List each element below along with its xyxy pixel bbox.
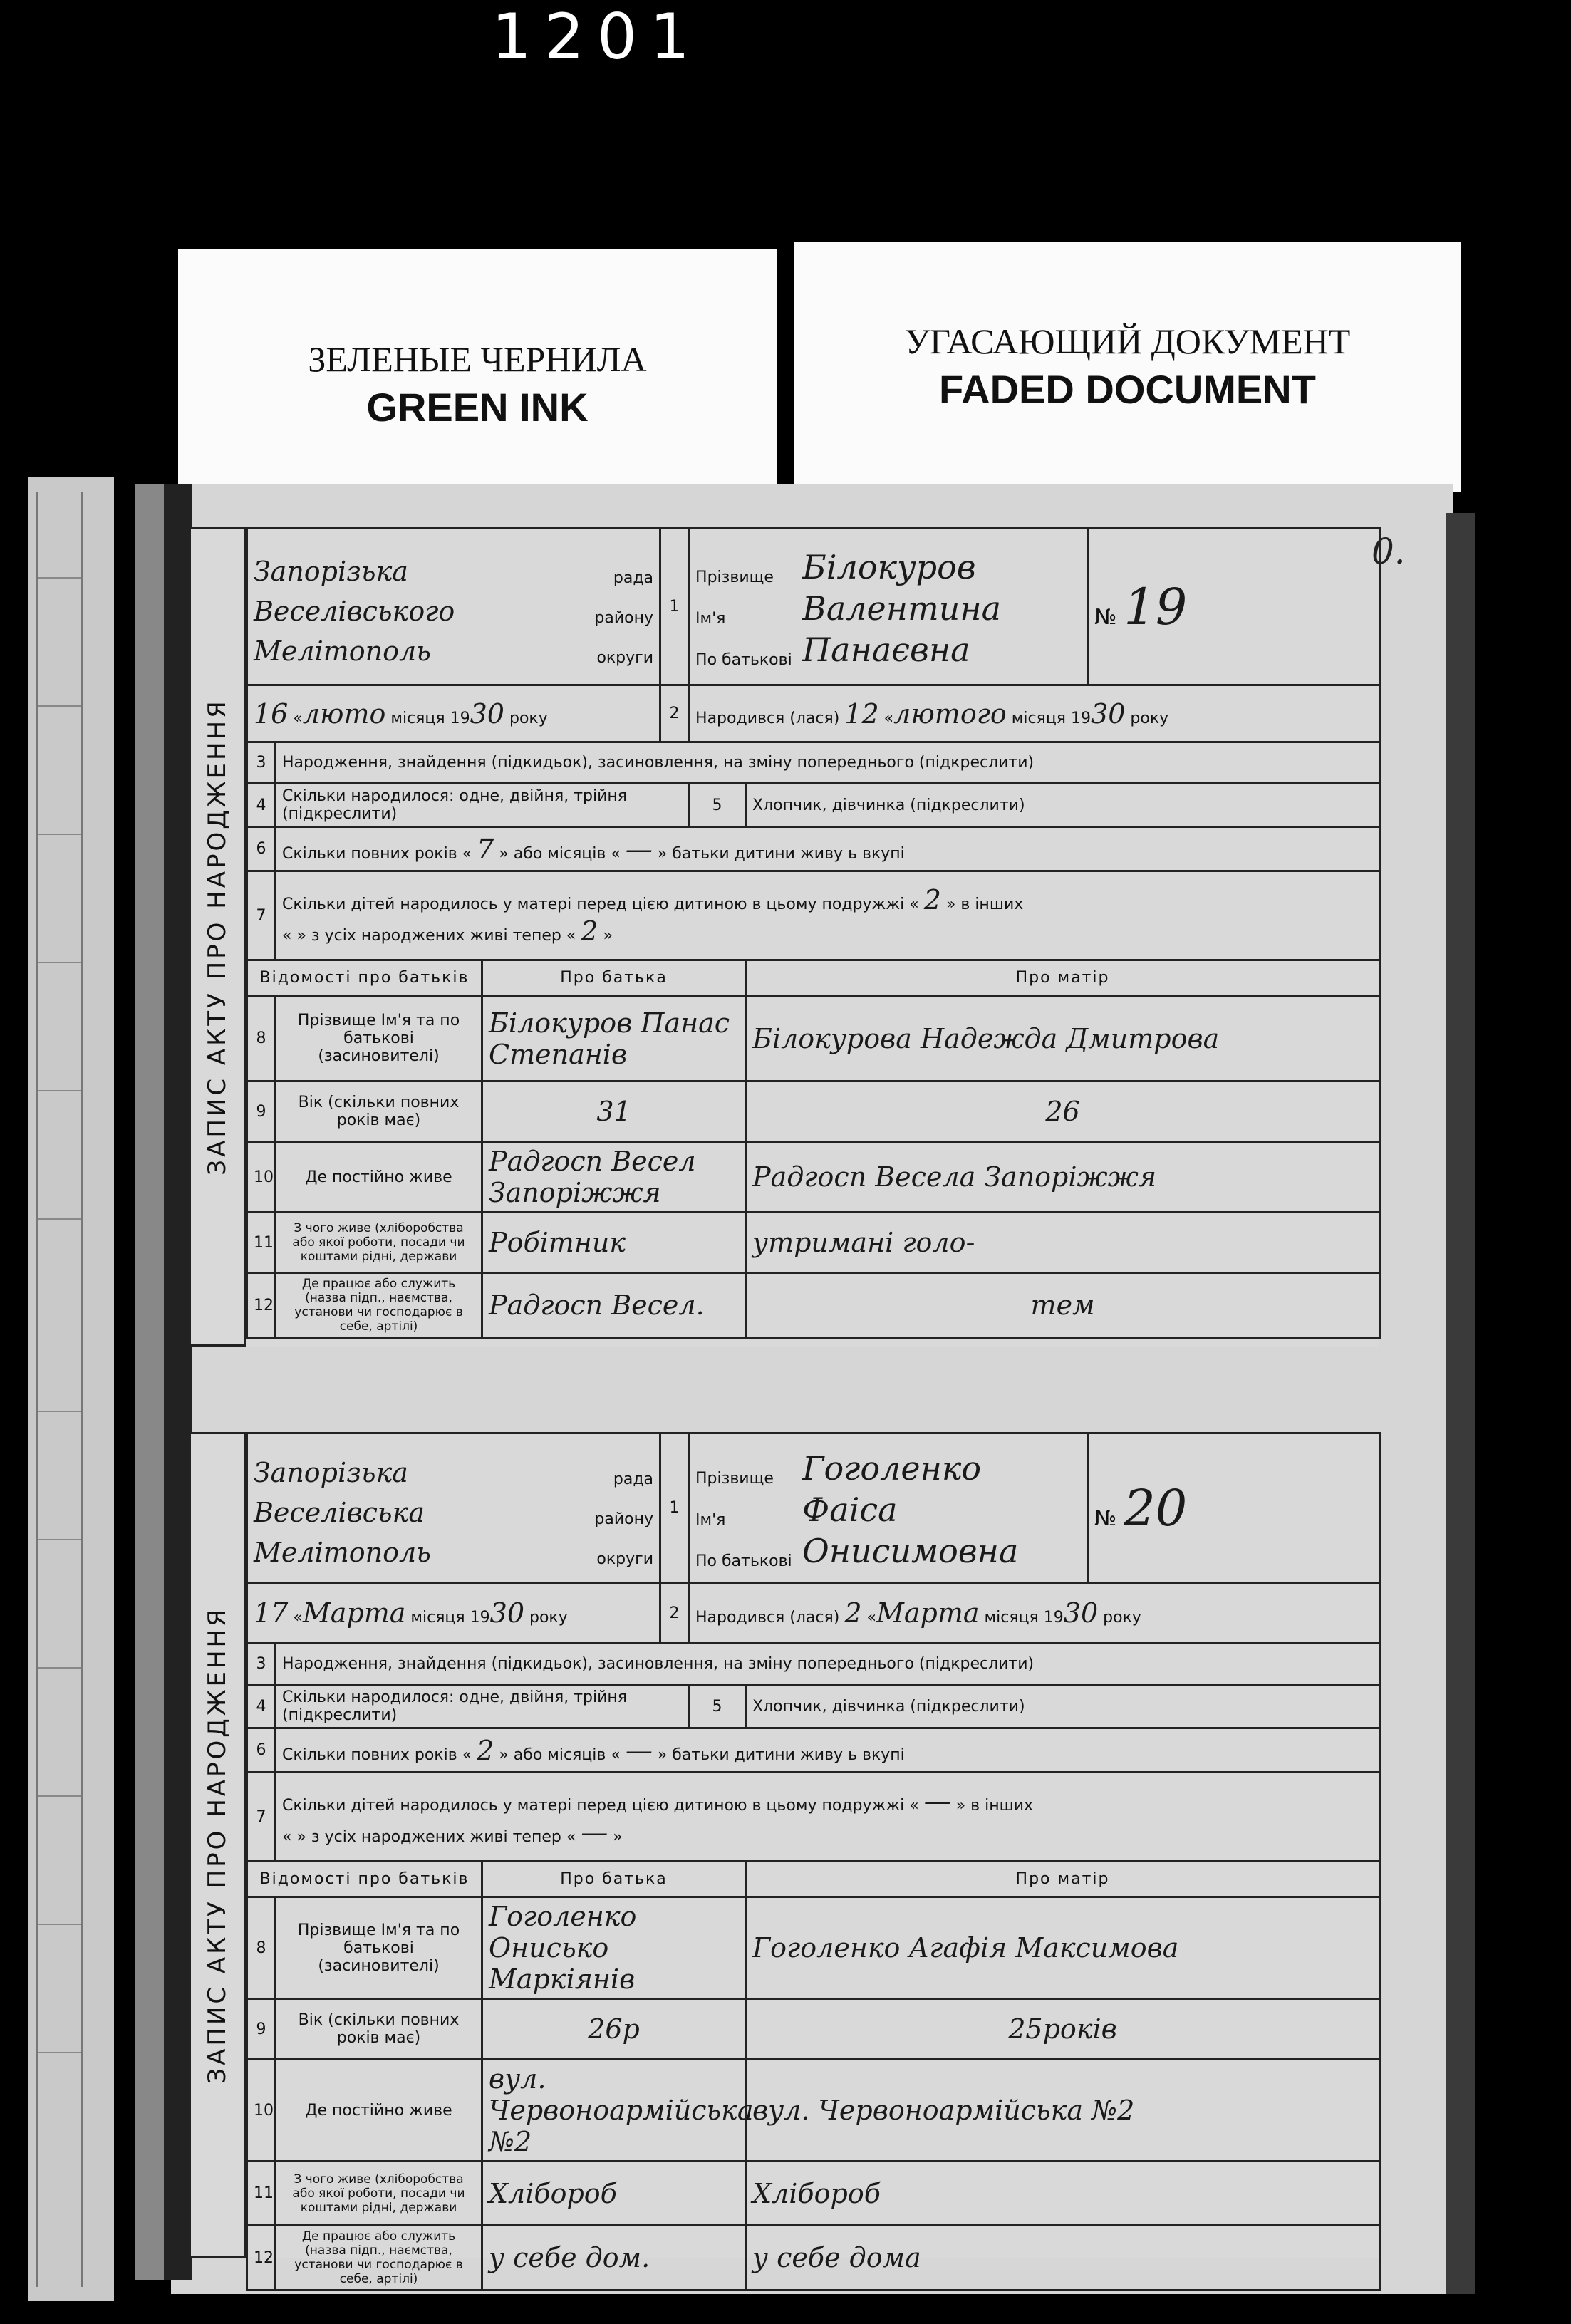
okrug-value: Мелітополь <box>254 1536 431 1568</box>
row-children: Скільки дітей народилось у матері перед цією дитиною в цьому подружжі « — » в інших « » з усіх народжених живі тепер « — » <box>276 1773 1380 1862</box>
registration-date: 17 «Марта місяця 1930 року <box>247 1583 660 1644</box>
child-surname: Білокуров <box>802 547 976 586</box>
faded-ru: УГАСАЮЩИЙ ДОКУМЕНТ <box>904 321 1351 361</box>
mother-name: Гоголенко Агафія Максимова <box>746 1897 1380 1999</box>
spine-shadow <box>164 484 192 2280</box>
father-income: Робітник <box>482 1213 746 1273</box>
green-ink-en: GREEN INK <box>366 385 589 430</box>
mother-income: Хлібороб <box>746 2162 1380 2226</box>
record-form: Запорізька рада Веселівська району Мелітополь округи 1 Прізвище Гоголенко Ім'я Фаіса По батькові Онисимовна № 20 17 «Марта місяця 1930 року 2 Народився (лася) 2 «Марта місяця 1930 року 3 Народження, знайдення (підкидьок), засиновлення, на зміну попереднього (підкреслити) 4 Скільки народилося: одне, двійня, трійня (підкреслити) 5 Хлопчик, дівчинка (підкреслити) 6 Скільки повних років « 2 » або місяців « — » батьки дитини живу ь вкупі 7 Скільки дітей народилось у матері перед цією дитиною в цьому подружжі « — » в інших « » з усіх народжених живі тепер « — » Відомості про батьків Про батька Про матір 8 Прізвище Ім'я та по батькові (засиновителі) Гоголенко Онисько Маркіянів Гоголенко Агафія Максимова 9 Вік (скільки повних років має) 26р 25років 10 Де постійно живе вул. Червоноармійська №2 вул. Червоноармійська №2 11 З чого живе (хліборобства або якої роботи, посади чи коштами рідні, держави Хлібороб Хлібороб 12 Де працює або служить (назва підп., наємства, установи чи господарює в себе, артілі) у себе дом. у себе дома <box>246 1432 1381 2291</box>
mother-name: Білокурова Надежда Дмитрова <box>746 996 1380 1081</box>
father-work: у себе дом. <box>482 2226 746 2291</box>
council-block: Запорізька рада Веселівського району Мелітополь округи <box>247 529 660 685</box>
child-surname: Гоголенко <box>802 1448 982 1488</box>
mother-age: 25років <box>746 1999 1380 2060</box>
mother-header: Про матір <box>746 1862 1380 1897</box>
row-sex: Хлопчик, дівчинка (підкреслити) <box>746 1685 1380 1728</box>
birth-record-20 <box>189 1432 1379 2286</box>
mother-residence: Радгосп Весела Запоріжжя <box>746 1142 1380 1213</box>
parents-header: Відомості про батьків <box>247 960 482 996</box>
child-patronymic: Панаєвна <box>802 630 970 669</box>
birth-date: Народився (лася) 2 «Марта місяця 1930 року <box>689 1583 1380 1644</box>
mother-age: 26 <box>746 1081 1380 1142</box>
father-header: Про батька <box>482 1862 746 1897</box>
frame-number: 1201 <box>492 0 702 73</box>
faded-en: FADED DOCUMENT <box>939 367 1316 412</box>
row-birth-type: Народження, знайдення (підкидьок), засиновлення, на зміну попереднього (підкреслити) <box>276 1644 1380 1685</box>
row-years-together: Скільки повних років « 7 » або місяців « — » батьки дитини живу ь вкупі <box>276 827 1380 871</box>
row-sex: Хлопчик, дівчинка (підкреслити) <box>746 784 1380 827</box>
father-name: Гоголенко Онисько Маркіянів <box>482 1897 746 1999</box>
father-work: Радгосп Весел. <box>482 1273 746 1338</box>
father-residence: Радгосп Весел Запоріжжя <box>482 1142 746 1213</box>
record-side-title: ЗАПИС АКТУ ПРО НАРОДЖЕННЯ <box>189 1432 246 2258</box>
row-years-together: Скільки повних років « 2 » або місяців « — » батьки дитини живу ь вкупі <box>276 1728 1380 1773</box>
father-name: Білокуров Панас Степанів <box>482 996 746 1081</box>
child-name: Валентина <box>802 588 1002 628</box>
row-birth-type: Народження, знайдення (підкидьок), засиновлення, на зміну попереднього (підкреслити) <box>276 742 1380 784</box>
registration-date: 16 «люто місяця 1930 року <box>247 685 660 742</box>
child-name-block: Прізвище Білокуров Ім'я Валентина По батькові Панаєвна <box>689 529 1088 685</box>
child-name: Фаіса <box>802 1490 898 1529</box>
faded-document-notice <box>794 242 1461 492</box>
green-ink-ru: ЗЕЛЕНЫЕ ЧЕРНИЛА <box>308 339 647 379</box>
green-ink-notice <box>178 249 777 484</box>
father-residence: вул. Червоноармійська №2 <box>482 2060 746 2162</box>
father-age: 26р <box>482 1999 746 2060</box>
mother-work: тем <box>746 1273 1380 1338</box>
district-value: Веселівського <box>254 595 455 627</box>
council-value: Запорізька <box>254 1456 408 1488</box>
mother-work: у себе дома <box>746 2226 1380 2291</box>
margin-mark: 0. <box>1372 531 1406 572</box>
mother-income: утримані голо- <box>746 1213 1380 1273</box>
record-form: Запорізька рада Веселівського району Мелітополь округи 1 Прізвище Білокуров Ім'я Валентина По батькові Панаєвна № 19 16 «люто місяця 1930 року 2 Народився (лася) 12 «лютого місяця 1930 року 3 Народження, знайдення (підкидьок), засиновлення, на зміну попереднього (підкреслити) 4 Скільки народилося: одне, двійня, трійня (підкреслити) 5 Хлопчик, дівчинка (підкреслити) 6 Скільки повних років « 7 » або місяців « — » батьки дитини живу ь вкупі 7 Скільки дітей народилось у матері перед цією дитиною в цьому подружжі « 2 » в інших « » з усіх народжених живі тепер « 2 » Відомості про батьків Про батька Про матір 8 Прізвище Ім'я та по батькові (засиновителі) Білокуров Панас Степанів Білокурова Надежда Дмитрова 9 Вік (скільки повних років має) 31 26 10 Де постійно живе Радгосп Весел Запоріжжя Радгосп Весела Запоріжжя 11 З чого живе (хліборобства або якої роботи, посади чи коштами рідні, держави Робітник утримані голо- 12 Де працює або служить (назва підп., наємства, установи чи господарює в себе, артілі) Радгосп Весел. тем <box>246 527 1381 1339</box>
mother-residence: вул. Червоноармійська №2 <box>746 2060 1380 2162</box>
row-multiplicity: Скільки народилося: одне, двійня, трійня (підкреслити) <box>276 1685 689 1728</box>
father-header: Про батька <box>482 960 746 996</box>
okrug-value: Мелітополь <box>254 635 431 667</box>
birth-record-19 <box>189 527 1379 1347</box>
row-multiplicity: Скільки народилося: одне, двійня, трійня (підкреслити) <box>276 784 689 827</box>
father-income: Хлібороб <box>482 2162 746 2226</box>
council-block: Запорізька рада Веселівська району Мелітополь округи <box>247 1433 660 1583</box>
mother-header: Про матір <box>746 960 1380 996</box>
adjacent-page-strip <box>28 477 114 2301</box>
record-number: № 20 <box>1088 1433 1380 1583</box>
child-patronymic: Онисимовна <box>802 1531 1019 1570</box>
council-value: Запорізька <box>254 555 408 587</box>
district-value: Веселівська <box>254 1496 425 1528</box>
row-children: Скільки дітей народилось у матері перед цією дитиною в цьому подружжі « 2 » в інших « » з усіх народжених живі тепер « 2 » <box>276 871 1380 960</box>
child-name-block: Прізвище Гоголенко Ім'я Фаіса По батькові Онисимовна <box>689 1433 1088 1583</box>
father-age: 31 <box>482 1081 746 1142</box>
record-side-title: ЗАПИС АКТУ ПРО НАРОДЖЕННЯ <box>189 527 246 1347</box>
page-edge <box>1446 513 1475 2294</box>
record-number: № 19 <box>1088 529 1380 685</box>
birth-date: Народився (лася) 12 «лютого місяця 1930 року <box>689 685 1380 742</box>
parents-header: Відомості про батьків <box>247 1862 482 1897</box>
